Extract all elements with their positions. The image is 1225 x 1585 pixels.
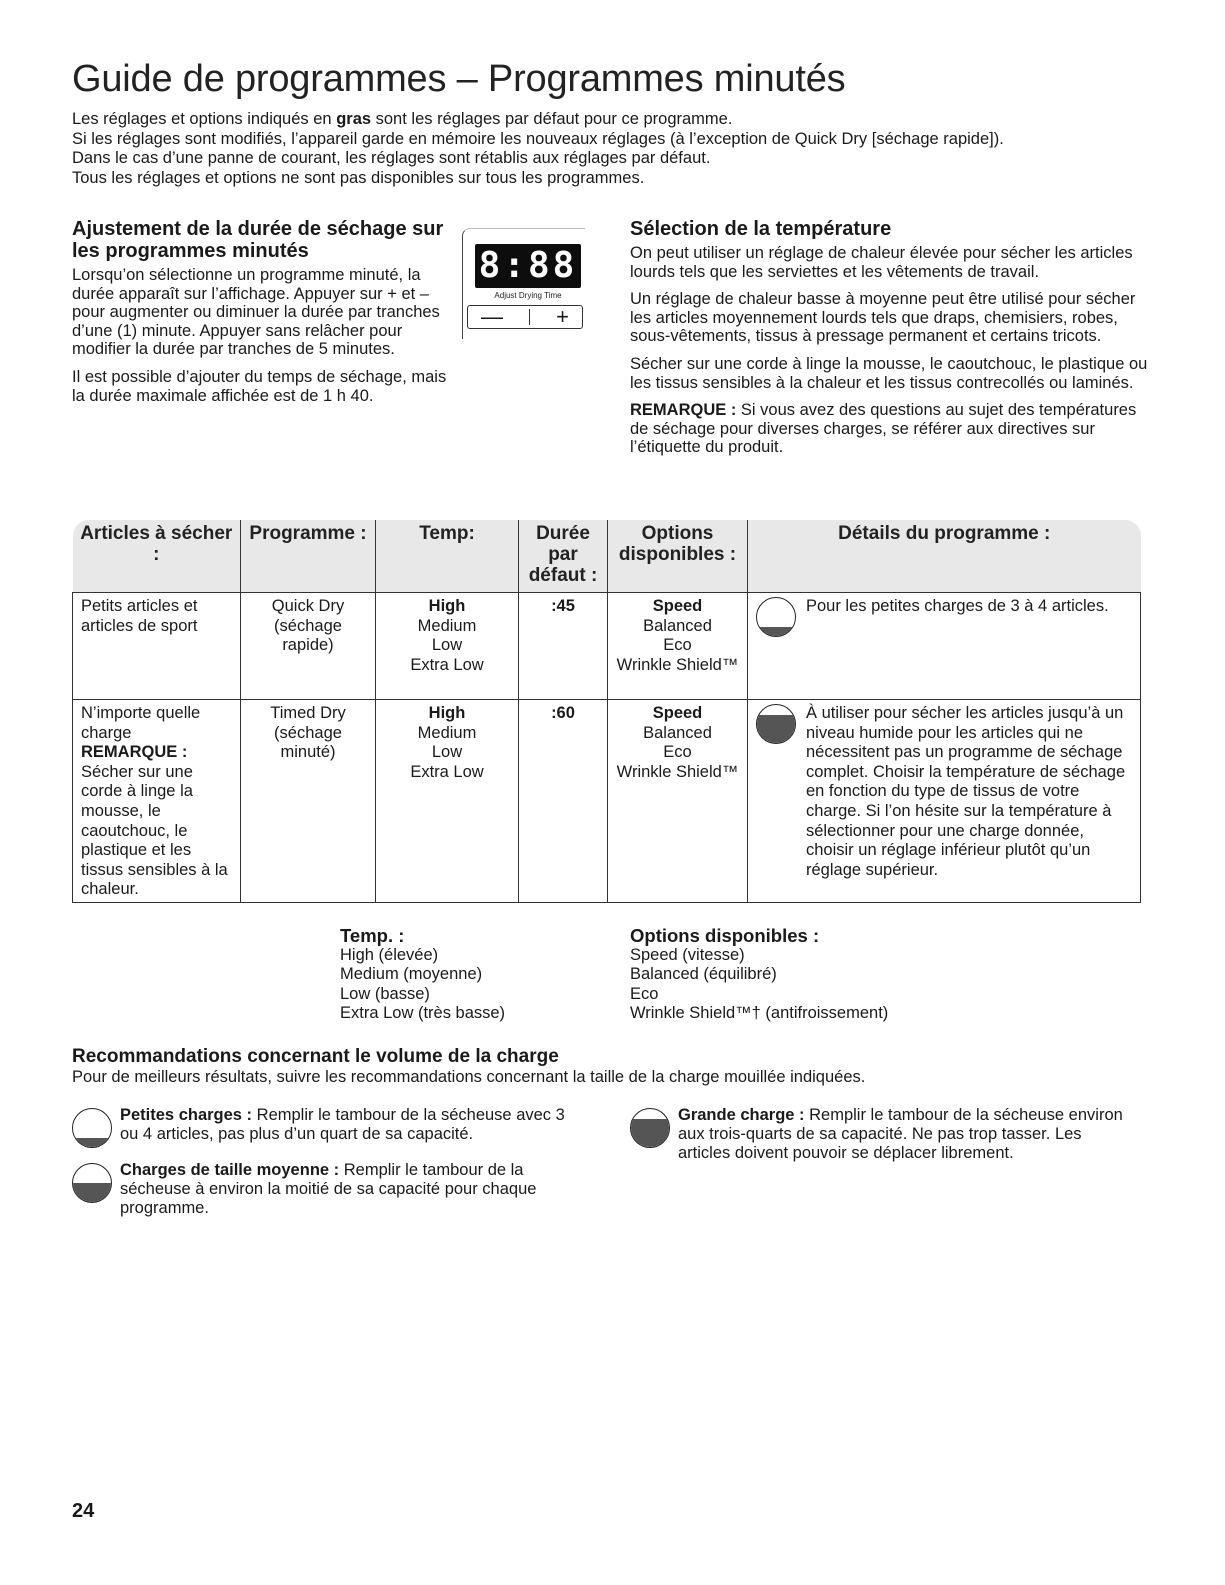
adjust-drying-time-label: Adjust Drying Time [494,291,562,300]
articles-note-label: REMARQUE : [81,743,188,762]
temp-option: Extra Low [410,762,484,781]
time-display: 8:88 [475,244,581,288]
medium-load-item: Charges de taille moyenne : Remplir le tambour de la sécheuse à environ la moitié de sa capacité pour chaque programme. [72,1161,572,1218]
cell-duration: :60 [519,700,608,903]
header-options: Options disponibles : [608,520,748,593]
option-item: Wrinkle Shield™ [616,762,739,781]
option-item: Balanced [643,723,712,742]
option-default: Speed [652,597,703,615]
option-item: Eco [663,636,692,655]
adjust-heading: Ajustement de la durée de séchage sur les programmes minutés [72,218,444,262]
temp-option: Medium [417,723,477,742]
intro-line-4: Tous les réglages et options ne sont pas disponibles sur tous les programmes. [72,168,645,187]
cell-details [748,700,1141,903]
temp-legend-item: Medium (moyenne) [340,965,483,983]
program-table [72,520,1141,903]
cell-details [748,593,1141,700]
cell-duration: :45 [519,593,608,700]
articles-note: Sécher sur une corde à linge la mousse, le caoutchouc, le plastique et les tissus sensibles à la chaleur. [81,762,228,899]
options-legend-item: Balanced (équilibré) [630,965,777,983]
temperature-note: REMARQUE : Si vous avez des questions au sujet des températures de séchage pour diverses charges, se référer aux directives sur l’étiquette du produit. [630,401,1137,457]
header-temp: Temp: [376,520,519,593]
intro [72,110,1152,188]
adjust-paragraph-2: Il est possible d’ajouter du temps de séchage, mais la durée maximale affichée est de 1 h 40. [72,367,447,405]
load-quarter-icon [756,597,796,637]
cell-articles: N’importe quelle charge REMARQUE : Sécher sur une corde à linge la mousse, le caoutchouc, le plastique et les tissus sensibles à la chaleur. [73,700,241,903]
temp-legend-item: Extra Low (très basse) [340,1004,506,1022]
load-half-icon [72,1163,112,1203]
options-legend-item: Wrinkle Shield™† (antifroissement) [630,1004,889,1022]
plus-icon: + [556,304,569,329]
temperature-paragraph-1: On peut utiliser un réglage de chaleur élevée pour sécher les articles lourds tels que les serviettes et les vêtements de travail. [630,244,1133,281]
temp-legend [340,926,505,1024]
option-item: Wrinkle Shield™ [616,655,739,674]
detail-text: Pour les petites charges de 3 à 4 articles. [806,597,1109,615]
option-item: Balanced [643,616,712,635]
table-row [73,593,1141,700]
small-load-item: Petites charges : Remplir le tambour de la sécheuse avec 3 ou 4 articles, pas plus d’un quart de sa capacité. [72,1106,572,1148]
cell-articles: Petits articles et articles de sport [73,593,241,700]
recommend-section [72,1046,1152,1087]
load-quarter-icon [72,1108,112,1148]
intro-line-2: Si les réglages sont modifiés, l’appareil garde en mémoire les nouveaux réglages (à l’exception de Quick Dry [séchage rapide]). [72,129,1004,148]
temp-default: High [428,704,466,722]
control-divider [529,309,530,325]
adjust-paragraph-1: Lorsqu’on sélectionne un programme minuté, la durée apparaît sur l’affichage. Appuyer sur + et – pour augmenter ou diminuer la durée par tranches d’une (1) minute. Appuyer sans relâcher pour modifier la durée par tranches de 5 minutes. [72,266,440,359]
large-load-item: Grande charge : Remplir le tambour de la sécheuse environ aux trois-quarts de sa capacité. Ne pas trop tasser. Les articles doivent pouvoir se déplacer librement. [630,1106,1130,1163]
header-articles: Articles à sécher : [73,520,241,593]
temperature-paragraph-2: Un réglage de chaleur basse à moyenne peut être utilisé pour sécher les articles moyennement lourds tels que draps, chemisiers, robes, sous-vêtements, tissus à pressage permanent et certains tricots. [630,290,1136,346]
temp-option: Extra Low [410,655,484,674]
temp-legend-title: Temp. : [340,925,405,946]
cell-options [608,593,748,700]
intro-line-1: Les réglages et options indiqués en gras sont les réglages par défaut pour ce programme. [72,110,733,128]
option-default: Speed [652,704,703,722]
header-details: Détails du programme : [748,520,1141,593]
page-number: 24 [72,1500,95,1522]
cell-temp [376,700,519,903]
intro-line-3: Dans le cas d’une panne de courant, les réglages sont rétablis aux réglages par défaut. [72,149,711,167]
cell-program: Timed Dry (séchage minuté) [241,700,376,903]
header-program: Programme : [241,520,376,593]
recommend-heading: Recommandations concernant le volume de la charge [72,1046,559,1067]
temp-legend-item: High (élevée) [340,945,439,964]
temperature-paragraph-3: Sécher sur une corde à linge la mousse, le caoutchouc, le plastique ou les tissus sensibles à la chaleur et les tissus contrecollés ou laminés. [630,354,1148,392]
cell-temp [376,593,519,700]
options-legend-item: Speed (vitesse) [630,945,745,964]
temp-option: Low [431,743,463,762]
options-legend [630,926,888,1024]
detail-text: À utiliser pour sécher les articles jusqu’à un niveau humide pour les articles qui ne nécessitent pas un programme de séchage complet. Choisir la température de séchage en fonction du type de tissus de votre charge. Si l’on hésite sur la température à sélectionner pour une charge donnée, choisir un réglage inférieur plutôt qu’un réglage supérieur. [806,704,1126,879]
minus-icon: — [481,304,504,329]
temp-option: Medium [417,616,477,635]
time-adjust-control [467,305,583,329]
header-duration: Durée par défaut : [519,520,608,593]
temperature-heading: Sélection de la température [630,218,892,240]
temp-option: Low [431,636,463,655]
page-title: Guide de programmes – Programmes minutés [72,58,846,100]
table-row [73,700,1141,903]
adjust-section [72,218,452,414]
temp-default: High [428,597,466,615]
cell-program: Quick Dry (séchage rapide) [241,593,376,700]
options-legend-item: Eco [630,984,659,1003]
table-header-row [73,520,1141,593]
load-three-quarter-icon [756,704,796,744]
cell-options [608,700,748,903]
option-item: Eco [663,743,692,762]
recommend-intro: Pour de meilleurs résultats, suivre les recommandations concernant la taille de la charge mouillée indiquées. [72,1068,866,1086]
load-three-quarter-icon [630,1108,670,1148]
options-legend-title: Options disponibles : [630,925,820,946]
control-panel-illustration [462,228,585,339]
temperature-section [630,218,1150,466]
temp-legend-item: Low (basse) [340,984,430,1003]
